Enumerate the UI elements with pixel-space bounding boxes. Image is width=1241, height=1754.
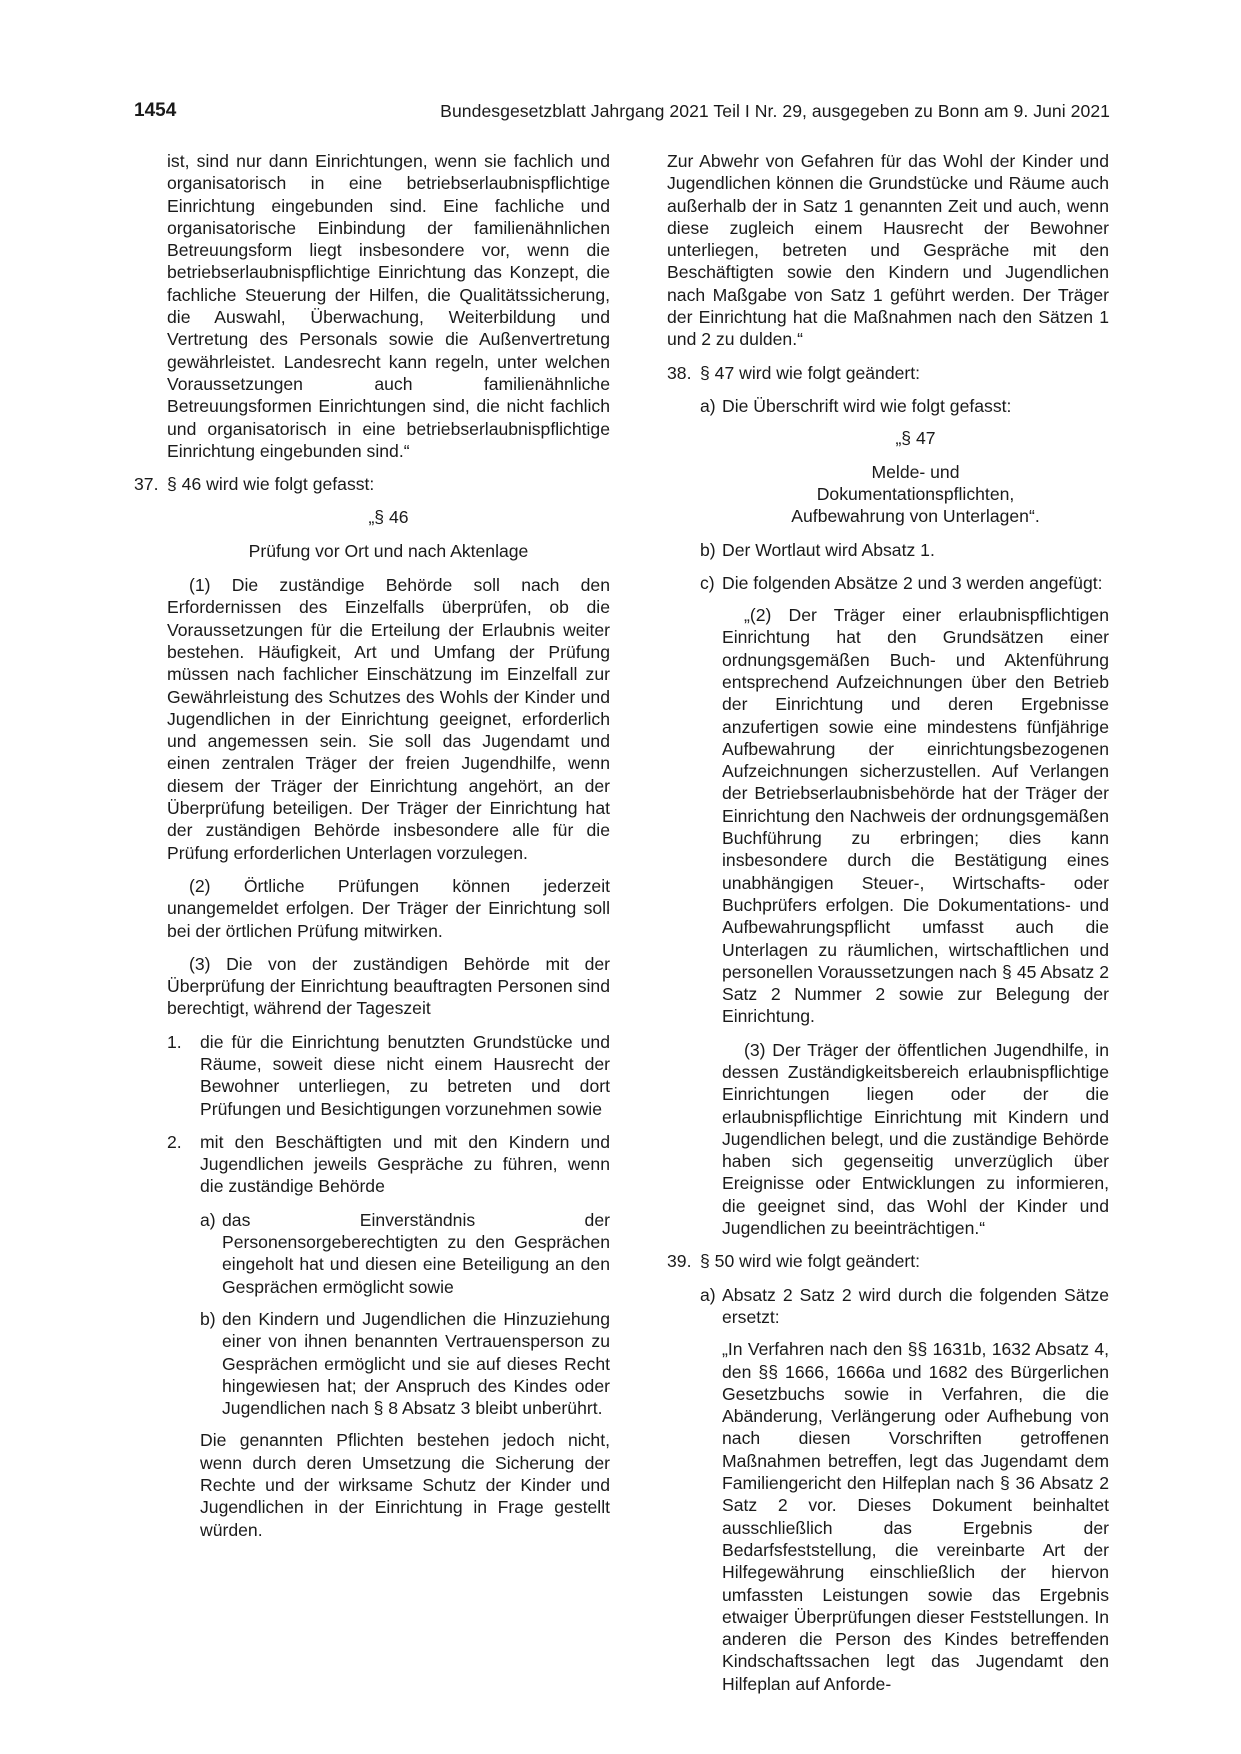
section-title-line: Melde- und bbox=[871, 461, 960, 482]
item-number: 39. bbox=[667, 1251, 692, 1272]
subsection-2: (2) Örtliche Prüfungen können jederzeit unangemeldet erfolgen. Der Träger der Einrichtung soll bei der örtlichen Prüfung mitwirken. bbox=[167, 875, 610, 941]
list-text: mit den Beschäftigten und mit den Kindern und Jugendlichen jeweils Gespräche zu führen, wenn die zuständige Behörde bbox=[200, 1131, 610, 1197]
subitem-a bbox=[700, 395, 1109, 417]
subitem-text: Der Wortlaut wird Absatz 1. bbox=[722, 540, 935, 561]
item-text: § 50 wird wie folgt geändert: bbox=[700, 1251, 921, 1272]
item-39-subitems bbox=[667, 1284, 1109, 1695]
subitem-label: a) bbox=[700, 395, 716, 416]
continued-paragraph: Zur Abwehr von Gefahren für das Wohl der Kinder und Jugendlichen können die Grundstücke und Räume auch außerhalb der in Satz 1 genannten Zeit und auch, wenn diese zugleich einem Hausrecht der Bewohner unterliegen, betreten und Gespräche mit den Beschäftigten sowie den Kindern und Jugendlichen nach Maßgabe von Satz 1 geführt werden. Der Träger der Einrichtung hat die Maßnahmen nach den Sätzen 1 und 2 zu dulden.“ bbox=[667, 151, 1109, 350]
sublist-text: das Einverständnis der Personensorgeberechtigten zu den Gesprächen eingeholt hat und diesen eine Beteiligung an den Gesprächen ermöglicht sowie bbox=[222, 1209, 610, 1297]
subsection-3: (3) Die von der zuständigen Behörde mit der Überprüfung der Einrichtung beauftragten Personen sind berechtigt, während der Tageszeit bbox=[167, 953, 610, 1019]
section-title-line: Dokumentationspflichten, bbox=[816, 483, 1015, 504]
section-heading: „§ 47 bbox=[895, 428, 936, 449]
list-item bbox=[167, 1031, 610, 1120]
section-heading: „§ 46 bbox=[368, 507, 409, 528]
item-text: § 46 wird wie folgt gefasst: bbox=[167, 474, 375, 495]
subsection-2: „(2) Der Träger einer erlaubnispflichtigen Einrichtung hat den Grundsätzen einer ordnungsgemäßen Buch- und Aktenführung entsprechend Aufzeichnungen über den Betrieb der Einrichtung und deren Ergebnisse anzufertigen sowie eine mindestens fünfjährige Aufbewahrung der einrichtungsbezogenen Aufzeichnungen sicherzustellen. Auf Verlangen der Betriebserlaubnisbehörde hat der Träger der Einrichtung den Nachweis der ordnungsgemäßen Buchführung zu erbringen; dies kann insbesondere durch die Bestätigung eines unabhängigen Steuer-, Wirtschafts- oder Buchprüfers erfolgen. Die Dokumentations- und Aufbewahrungspflicht umfasst auch die Unterlagen zu räumlichen, wirtschaftlichen und personellen Voraussetzungen nach § 45 Absatz 2 Satz 2 Nummer 2 sowie zur Belegung der Einrichtung. bbox=[722, 605, 1109, 1027]
sublist-item bbox=[200, 1209, 610, 1298]
list-number: 1. bbox=[167, 1031, 182, 1052]
quoted-text-block bbox=[700, 1338, 1109, 1695]
list-item bbox=[167, 1131, 610, 1198]
item-text: § 47 wird wie folgt geändert: bbox=[700, 362, 921, 383]
item-number: 37. bbox=[134, 474, 159, 495]
running-head: Bundesgesetzblatt Jahrgang 2021 Teil I Nr. 29, ausgegeben zu Bonn am 9. Juni 2021 bbox=[440, 101, 1110, 121]
section-title: Prüfung vor Ort und nach Aktenlage bbox=[248, 540, 529, 561]
sublist-label: b) bbox=[200, 1308, 216, 1329]
subitem-label: b) bbox=[700, 540, 716, 561]
subitem-text: Absatz 2 Satz 2 wird durch die folgenden Sätze ersetzt: bbox=[722, 1284, 1109, 1327]
subitem-label: a) bbox=[700, 1284, 716, 1305]
subitem-a bbox=[700, 1284, 1109, 1329]
sublist-item bbox=[200, 1308, 610, 1419]
subitem-label: c) bbox=[700, 572, 715, 593]
item-38-subitems bbox=[667, 395, 1109, 1239]
amendment-item-39 bbox=[667, 1250, 1109, 1272]
section-47-heading-block bbox=[700, 427, 1109, 527]
page-number: 1454 bbox=[134, 100, 177, 121]
right-column bbox=[667, 150, 1109, 1695]
section-46-body bbox=[134, 574, 610, 1541]
list-number: 2. bbox=[167, 1131, 182, 1152]
closing-paragraph: Die genannten Pflichten bestehen jedoch nicht, wenn durch deren Umsetzung die Sicherung der Rechte und der wirksame Schutz der Kinder und Jugendlichen in der Einrichtung in Frage gestellt würden. bbox=[200, 1430, 610, 1540]
amendment-item-37 bbox=[134, 473, 610, 495]
sublist bbox=[167, 1209, 610, 1420]
section-47-new-subsections bbox=[700, 604, 1109, 1239]
subitem-b bbox=[700, 539, 1109, 561]
left-column bbox=[134, 150, 610, 1552]
subsection-1: (1) Die zuständige Behörde soll nach den Erfordernissen des Einzelfalls überprüfen, ob die Voraussetzungen für die Erteilung der Erlaubnis weiter bestehen. Häufigkeit, Art und Umfang der Prüfung müssen nach fachlicher Einschätzung im Einzelfall zur Gewährleistung des Schutzes des Wohls der Kinder und Jugendlichen in der Einrichtung geeignet, erforderlich und angemessen sein. Sie soll das Jugendamt und einen zentralen Träger der freien Jugendhilfe, wenn diesem der Träger der Einrichtung angehört, an der Überprüfung beteiligen. Der Träger der Einrichtung hat der zuständigen Behörde insbesondere alle für die Prüfung erforderlichen Unterlagen vorzulegen. bbox=[167, 575, 610, 863]
sublist-label: a) bbox=[200, 1209, 216, 1230]
subsection-3: (3) Der Träger der öffentlichen Jugendhilfe, in dessen Zuständigkeitsbereich erlaubnispflichtige Einrichtungen liegen oder der die erlaubnispflichtige Einrichtung mit Kindern und Jugendlichen belegt, und die zuständige Behörde haben sich gegenseitig unverzüglich über Ereignisse oder Entwicklungen zu informieren, die geeignet sind, das Wohl der Kinder und Jugendlichen zu beeinträchtigen.“ bbox=[722, 1039, 1109, 1239]
item-number: 38. bbox=[667, 362, 692, 383]
page-header bbox=[134, 100, 1110, 126]
section-title-line: Aufbewahrung von Unterlagen“. bbox=[791, 506, 1040, 527]
list-text: die für die Einrichtung benutzten Grundstücke und Räume, soweit diese nicht einem Hausrecht der Bewohner unterliegen, zu betreten und dort Prüfungen und Besichtigungen vorzunehmen sowie bbox=[200, 1031, 610, 1119]
subitem-text: Die folgenden Absätze 2 und 3 werden angefügt: bbox=[722, 572, 1103, 593]
continued-paragraph: ist, sind nur dann Einrichtungen, wenn sie fachlich und organisatorisch in eine betriebserlaubnispflichtige Einrichtung eingebunden sind. Eine fachliche und organisatorische Einbindung der familienähnlichen Betreuungsform liegt insbesondere vor, wenn die betriebserlaubnispflichtige Einrichtung das Konzept, die fachliche Steuerung der Hilfen, die Qualitätssicherung, die Auswahl, Überwachung, Weiterbildung und Vertretung des Personals sowie die Außenvertretung gewährleistet. Landesrecht kann regeln, unter welchen Voraussetzungen auch familienähnliche Betreuungsformen Einrichtungen sind, die nicht fachlich und organisatorisch in eine betriebserlaubnispflichtige Einrichtung eingebunden sind.“ bbox=[167, 151, 610, 461]
subitem-text: Die Überschrift wird wie folgt gefasst: bbox=[722, 395, 1012, 416]
sublist-text: den Kindern und Jugendlichen die Hinzuziehung einer von ihnen benannten Vertrauensperson zu Gesprächen ermöglicht und sie auf dieses Recht hingewiesen hat; der Anspruch des Kindes oder Jugendlichen nach § 8 Absatz 3 bleibt unberührt. bbox=[222, 1308, 610, 1419]
amendment-item-38 bbox=[667, 362, 1109, 384]
section-46-heading-block bbox=[134, 506, 610, 562]
quoted-paragraph: „In Verfahren nach den §§ 1631b, 1632 Absatz 4, den §§ 1666, 1666a und 1682 des Bürgerlichen Gesetzbuchs sowie in Verfahren, die die Abänderung, Verlängerung oder Aufhebung von nach diesen Vorschriften getroffenen Maßnahmen betreffen, legt das Jugendamt dem Familiengericht den Hilfeplan nach § 36 Absatz 2 Satz 2 vor. Dieses Dokument beinhaltet ausschließlich das Ergebnis der Bedarfsfeststellung, die vereinbarte Art der Hilfegewährung einschließlich der hiervon umfassten Leistungen sowie das Ergebnis etwaiger Überprüfungen dieser Feststellungen. In anderen die Person des Kindes betreffenden Kindschaftssachen legt das Jugendamt den Hilfeplan auf Anforde- bbox=[722, 1339, 1109, 1694]
subitem-c bbox=[700, 572, 1109, 594]
